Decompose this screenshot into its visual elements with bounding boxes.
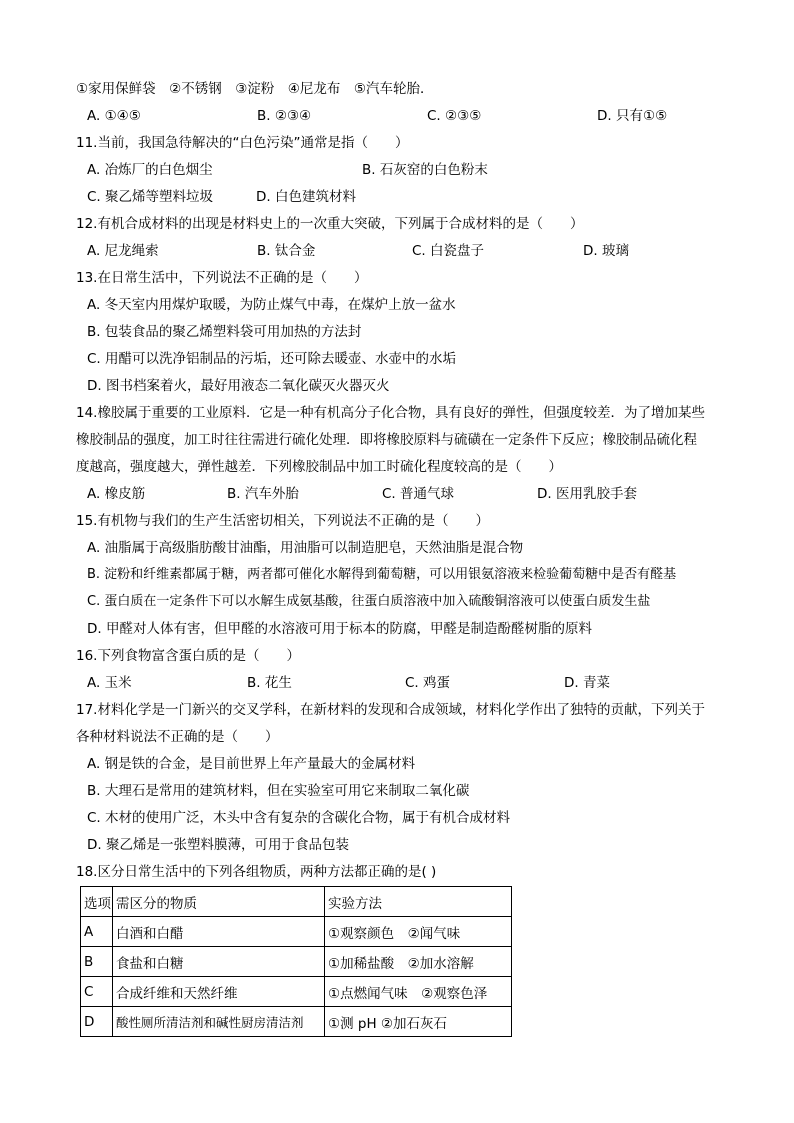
q17-stem-line-2: 各种材料说法不正确的是（ ） [76, 729, 279, 745]
row-substances: 食盐和白糖 [113, 947, 325, 977]
q17-option-b: B. 大理石是常用的建筑材料，但在实验室可用它来制取二氧化碳 [87, 783, 470, 799]
q15-option-c: C. 蛋白质在一定条件下可以水解生成氨基酸，往蛋白质溶液中加入硫酸铜溶液可以使蛋白质发生盐 [87, 594, 651, 609]
q11-option-b: B. 石灰窑的白色粉末 [362, 162, 488, 178]
q14-stem-line-1: 14.橡胶属于重要的工业原料．它是一种有机高分子化合物，具有良好的弹性，但强度较差．为了增加某些 [76, 405, 705, 421]
row-option: A [81, 917, 113, 947]
intro-option-d: D. 只有①⑤ [597, 108, 668, 124]
q12-option-d: D. 玻璃 [583, 243, 629, 259]
header-option: 选项 [81, 887, 113, 917]
intro-option-b: B. ②③④ [257, 108, 312, 124]
q14-option-c: C. 普通气球 [382, 486, 455, 502]
row-methods: ①测 pH ②加石灰石 [325, 1007, 512, 1037]
row-option: B [81, 947, 113, 977]
q15-stem: 15.有机物与我们的生产生活密切相关，下列说法不正确的是（ ） [76, 513, 489, 529]
q17-option-c: C. 木材的使用广泛，木头中含有复杂的含碳化合物，属于有机合成材料 [87, 810, 511, 826]
q18-stem: 18.区分日常生活中的下列各组物质，两种方法都正确的是( ) [76, 864, 437, 880]
header-methods: 实验方法 [325, 887, 512, 917]
row-methods: ①加稀盐酸 ②加水溶解 [325, 947, 512, 977]
q12-option-a: A. 尼龙绳索 [87, 243, 159, 259]
q13-stem: 13.在日常生活中，下列说法不正确的是（ ） [76, 270, 368, 286]
q14-option-b: B. 汽车外胎 [227, 486, 299, 502]
header-substances: 需区分的物质 [113, 887, 325, 917]
q16-option-d: D. 青菜 [564, 675, 610, 691]
q17-stem-line-1: 17.材料化学是一门新兴的交叉学科，在新材料的发现和合成领域，材料化学作出了独特的贡献，下列关于 [76, 702, 705, 718]
q11-option-d: D. 白色建筑材料 [256, 189, 356, 205]
q16-option-a: A. 玉米 [87, 675, 132, 691]
table-row [81, 1007, 512, 1037]
q15-option-b: B. 淀粉和纤维素都属于糖，两者都可催化水解得到葡萄糖，可以用银氨溶液来检验葡萄糖中是否有醛基 [87, 567, 677, 582]
q12-stem: 12.有机合成材料的出现是材料史上的一次重大突破，下列属于合成材料的是（ ） [76, 216, 584, 232]
q13-option-d: D. 图书档案着火，最好用液态二氧化碳灭火器灭火 [87, 378, 390, 394]
q13-option-a: A. 冬天室内用煤炉取暖，为防止煤气中毒，在煤炉上放一盆水 [87, 297, 456, 313]
table-row [81, 977, 512, 1007]
q11-option-c: C. 聚乙烯等塑料垃圾 [87, 189, 214, 205]
q15-option-a: A. 油脂属于高级脂肪酸甘油酯，用油脂可以制造肥皂，天然油脂是混合物 [87, 540, 524, 556]
row-option: C [81, 977, 113, 1007]
intro-option-c: C. ②③⑤ [427, 108, 482, 124]
intro-option-a: A. ①④⑤ [87, 108, 141, 124]
q14-option-a: A. 橡皮筋 [87, 486, 146, 502]
q16-option-c: C. 鸡蛋 [405, 675, 451, 691]
table-row [81, 947, 512, 977]
q11-option-a: A. 冶炼厂的白色烟尘 [87, 162, 213, 178]
row-substances: 白酒和白醋 [113, 917, 325, 947]
q17-option-d: D. 聚乙烯是一张塑料膜薄，可用于食品包装 [87, 837, 349, 853]
q12-option-b: B. 钛合金 [257, 243, 316, 259]
row-substances: 合成纤维和天然纤维 [113, 977, 325, 1007]
q11-stem: 11.当前，我国急待解决的“白色污染”通常是指（ ） [76, 135, 409, 151]
q13-option-c: C. 用醋可以洗净铝制品的污垢，还可除去暖壶、水壶中的水垢 [87, 351, 457, 367]
q15-option-d: D. 甲醛对人体有害，但甲醛的水溶液可用于标本的防腐，甲醛是制造酚醛树脂的原料 [87, 621, 592, 637]
row-substances: 酸性厕所清洁剂和碱性厨房清洁剂 [113, 1007, 325, 1037]
row-methods: ①点燃闻气味 ②观察色泽 [325, 977, 512, 1007]
q14-option-d: D. 医用乳胶手套 [537, 486, 637, 502]
q14-stem-line-3: 度越高，强度越大，弹性越差．下列橡胶制品中加工时硫化程度较高的是（ ） [76, 459, 562, 475]
table-row [81, 917, 512, 947]
q14-stem-line-2: 橡胶制品的强度，加工时往往需进行硫化处理．即将橡胶原料与硫磺在一定条件下反应；橡胶制品硫化程 [76, 432, 697, 448]
q12-option-c: C. 白瓷盘子 [412, 243, 485, 259]
q17-option-a: A. 钢是铁的合金，是目前世界上年产量最大的金属材料 [87, 756, 416, 772]
row-methods: ①观察颜色 ②闻气味 [325, 917, 512, 947]
q13-option-b: B. 包装食品的聚乙烯塑料袋可用加热的方法封 [87, 324, 362, 340]
row-option: D [81, 1007, 113, 1037]
intro-items: ①家用保鲜袋 ②不锈钢 ③淀粉 ④尼龙布 ⑤汽车轮胎． [76, 81, 434, 97]
table-header-row [81, 887, 512, 917]
q16-option-b: B. 花生 [247, 675, 292, 691]
q18-table [80, 886, 512, 1037]
q16-stem: 16.下列食物富含蛋白质的是（ ） [76, 648, 300, 664]
